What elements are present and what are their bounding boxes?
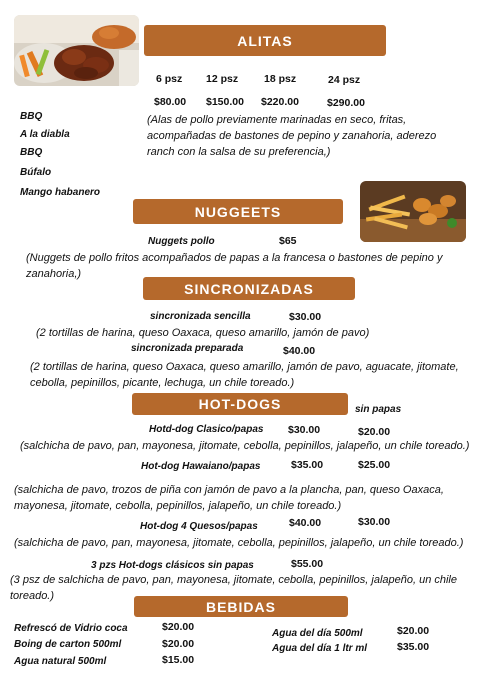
alitas-price-18: $220.00 bbox=[261, 96, 299, 108]
sincronizada-sencilla-name: sincronizada sencilla bbox=[150, 311, 251, 322]
bebida-item-price: $20.00 bbox=[162, 638, 195, 650]
hotdog-hawaiano-description: (salchicha de pavo, trozos de piña con jamón de pavo a la plancha, pan, queso Oaxaca, mayonesa, jitomate, cebolla, pepinillos, jalapeño, un chile toreado.) bbox=[14, 484, 444, 512]
bebida-item-price: $20.00 bbox=[162, 621, 195, 633]
bebida-item-name: Agua natural 500ml bbox=[14, 656, 107, 667]
hotdog-hawaiano-price-sin-papas: $25.00 bbox=[358, 459, 391, 471]
alitas-price-6: $80.00 bbox=[154, 96, 187, 108]
alitas-description: (Alas de pollo previamente marinadas en seco, fritas, acompañadas de bastones de pepino y zanahoria, aderezo ranch con la salsa de su preferencia,) bbox=[147, 114, 437, 158]
hotdog-3pzs-price: $55.00 bbox=[291, 558, 324, 570]
alitas-flavor: BBQ bbox=[20, 147, 43, 158]
hotdog-clasico-price: $30.00 bbox=[288, 424, 321, 436]
alitas-price-24: $290.00 bbox=[327, 97, 365, 109]
alitas-flavor: A la diabla bbox=[20, 129, 70, 140]
hotdog-4quesos-description: (salchicha de pavo, pan, mayonesa, jitomate, cebolla, pepinillos, jalapeño, un chile toreado.) bbox=[14, 537, 464, 549]
alitas-header: ALITAS bbox=[144, 25, 386, 56]
nuggets-price: $65 bbox=[279, 235, 297, 247]
sincronizada-preparada-description: (2 tortillas de harina, queso Oaxaca, queso amarillo, jamón de pavo, aguacate, jitomate, cebolla, pepinillos, picante, lechuga, un chile toreado.) bbox=[30, 361, 459, 389]
bebidas-header: BEBIDAS bbox=[134, 596, 348, 617]
alitas-size-6: 6 psz bbox=[156, 73, 183, 85]
alitas-flavor: Búfalo bbox=[20, 167, 52, 178]
sincronizada-preparada-price: $40.00 bbox=[283, 345, 316, 357]
bebida-item-name: Agua del día 500ml bbox=[272, 628, 363, 639]
hotdog-3pzs-name: 3 pzs Hot-dogs clásicos sin papas bbox=[91, 560, 254, 571]
alitas-price-12: $150.00 bbox=[206, 96, 244, 108]
bebida-item-name: Refrescó de Vidrio coca bbox=[14, 623, 128, 634]
bebida-item-price: $20.00 bbox=[397, 625, 430, 637]
sin-papas-label: sin papas bbox=[355, 404, 402, 415]
hotdog-4quesos-name: Hot-dog 4 Quesos/papas bbox=[140, 521, 258, 532]
chicken-wings-photo bbox=[14, 15, 139, 86]
alitas-size-24: 24 psz bbox=[328, 74, 361, 86]
alitas-flavor: Mango habanero bbox=[20, 187, 101, 198]
bebida-item-name: Agua del día 1 ltr ml bbox=[272, 643, 368, 654]
hotdog-clasico-price-sin-papas: $20.00 bbox=[358, 426, 391, 438]
nuggets-fries-photo bbox=[360, 181, 466, 242]
bebida-item-name: Boing de carton 500ml bbox=[14, 639, 122, 650]
bebida-item-price: $15.00 bbox=[162, 654, 195, 666]
hotdog-hawaiano-price: $35.00 bbox=[291, 459, 324, 471]
hotdog-4quesos-price: $40.00 bbox=[289, 517, 322, 529]
sincronizada-sencilla-price: $30.00 bbox=[289, 311, 322, 323]
hotdog-3pzs-description: (3 psz de salchicha de pavo, pan, mayonesa, jitomate, cebolla, pepinillos, jalapeño, un chile toreado.) bbox=[10, 574, 457, 602]
sincronizadas-header: SINCRONIZADAS bbox=[143, 277, 355, 300]
alitas-size-12: 12 psz bbox=[206, 73, 239, 85]
nuggets-item-name: Nuggets pollo bbox=[148, 236, 215, 247]
nuggets-description: (Nuggets de pollo fritos acompañados de papas a la francesa o bastones de pepino y zanahoria,) bbox=[26, 252, 443, 280]
sincronizada-sencilla-description: (2 tortillas de harina, queso Oaxaca, queso amarillo, jamón de pavo) bbox=[36, 327, 370, 339]
nuggets-header: NUGGEETS bbox=[133, 199, 343, 224]
alitas-flavor: BBQ bbox=[20, 111, 43, 122]
hotdog-hawaiano-name: Hot-dog Hawaiano/papas bbox=[141, 461, 261, 472]
hotdog-4quesos-price-sin-papas: $30.00 bbox=[358, 516, 391, 528]
sincronizada-preparada-name: sincronizada preparada bbox=[131, 343, 244, 354]
hotdogs-header: HOT-DOGS bbox=[132, 393, 348, 415]
hotdog-clasico-name: Hotd-dog Clasico/papas bbox=[149, 424, 264, 435]
hotdog-clasico-description: (salchicha de pavo, pan, mayonesa, jitomate, cebolla, pepinillos, jalapeño, un chile toreado.) bbox=[20, 440, 470, 452]
bebida-item-price: $35.00 bbox=[397, 641, 430, 653]
alitas-size-18: 18 psz bbox=[264, 73, 297, 85]
